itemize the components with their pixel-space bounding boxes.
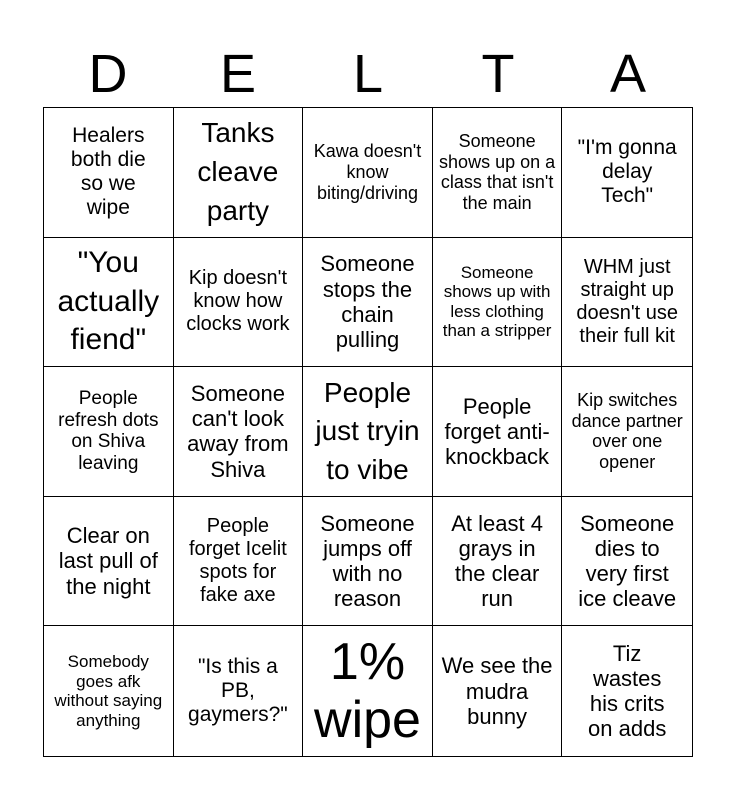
bingo-cell-text: Someone can't look away from Shiva bbox=[187, 380, 289, 482]
bingo-cell-text: At least 4 grays in the clear run bbox=[451, 510, 543, 612]
header-letter-d: D bbox=[88, 44, 128, 104]
bingo-cell-text: Tanks cleave party bbox=[197, 117, 279, 226]
bingo-cell-r3c3[interactable] bbox=[303, 367, 433, 497]
bingo-cell-r4c3[interactable] bbox=[303, 497, 433, 627]
bingo-cell-text: Healers both die so we wipe bbox=[70, 124, 146, 220]
bingo-cell-text: People forget Icelit spots for fake axe bbox=[188, 515, 287, 607]
bingo-cell-r3c2[interactable] bbox=[174, 367, 304, 497]
bingo-cell-text: 1% wipe bbox=[314, 632, 421, 750]
bingo-cell-r5c3[interactable] bbox=[303, 626, 433, 756]
bingo-cell-r2c1[interactable] bbox=[44, 238, 174, 368]
bingo-cell-text: Someone dies to very first ice cleave bbox=[578, 510, 677, 612]
bingo-cell-r5c4[interactable] bbox=[433, 626, 563, 756]
bingo-cell-text: "Is this a PB, gaymers?" bbox=[188, 654, 288, 727]
bingo-cell-text: Tiz wastes his crits on adds bbox=[588, 640, 667, 742]
bingo-cell-r3c1[interactable] bbox=[44, 367, 174, 497]
bingo-cell-text: WHM just straight up doesn't use their full kit bbox=[576, 255, 679, 347]
bingo-cell-text: "You actually fiend" bbox=[57, 246, 160, 357]
bingo-cell-text: Someone shows up on a class that isn't the main bbox=[439, 130, 556, 213]
header-letter-l: L bbox=[352, 44, 384, 104]
bingo-cell-r2c3[interactable] bbox=[303, 238, 433, 368]
bingo-cell-text: Someone jumps off with no reason bbox=[320, 510, 415, 612]
bingo-cell-text: People refresh dots on Shiva leaving bbox=[58, 387, 159, 475]
bingo-header bbox=[43, 40, 693, 108]
bingo-cell-text: Someone shows up with less clothing than a stripper bbox=[442, 262, 552, 341]
bingo-cell-text: Kip doesn't know how clocks work bbox=[186, 267, 290, 336]
bingo-cell-text: Someone stops the chain pulling bbox=[320, 251, 415, 353]
bingo-cell-text: We see the mudra bunny bbox=[441, 653, 553, 729]
bingo-cell-r5c5[interactable] bbox=[562, 626, 692, 756]
header-letter-a: A bbox=[609, 44, 647, 104]
bingo-cell-r2c4[interactable] bbox=[433, 238, 563, 368]
bingo-cell-text: "I'm gonna delay Tech" bbox=[577, 136, 677, 208]
bingo-cell-r1c5[interactable] bbox=[562, 108, 692, 238]
bingo-cell-r4c4[interactable] bbox=[433, 497, 563, 627]
bingo-cell-r1c3[interactable] bbox=[303, 108, 433, 238]
bingo-cell-r4c1[interactable] bbox=[44, 497, 174, 627]
bingo-cell-r5c2[interactable] bbox=[174, 626, 304, 756]
bingo-cell-text: Kip switches dance partner over one opener bbox=[571, 390, 683, 473]
bingo-cell-r2c2[interactable] bbox=[174, 238, 304, 368]
bingo-cell-r4c5[interactable] bbox=[562, 497, 692, 627]
bingo-cell-text: People forget anti-knockback bbox=[444, 393, 550, 470]
bingo-cell-r1c2[interactable] bbox=[174, 108, 304, 238]
bingo-cell-r1c4[interactable] bbox=[433, 108, 563, 238]
bingo-cell-r4c2[interactable] bbox=[174, 497, 304, 627]
header-letter-t: T bbox=[481, 44, 515, 104]
bingo-cell-r2c5[interactable] bbox=[562, 238, 692, 368]
bingo-cell-text: Somebody goes afk without saying anything bbox=[54, 652, 163, 730]
header-letter-e: E bbox=[219, 44, 257, 104]
bingo-cell-r3c4[interactable] bbox=[433, 367, 563, 497]
bingo-cell-text: People just tryin to vibe bbox=[315, 376, 420, 485]
bingo-cell-r3c5[interactable] bbox=[562, 367, 692, 497]
bingo-board bbox=[43, 107, 693, 757]
bingo-cell-text: Clear on last pull of the night bbox=[58, 523, 158, 599]
bingo-cell-r1c1[interactable] bbox=[44, 108, 174, 238]
bingo-cell-text: Kawa doesn't know biting/driving bbox=[313, 141, 422, 203]
bingo-cell-r5c1[interactable] bbox=[44, 626, 174, 756]
